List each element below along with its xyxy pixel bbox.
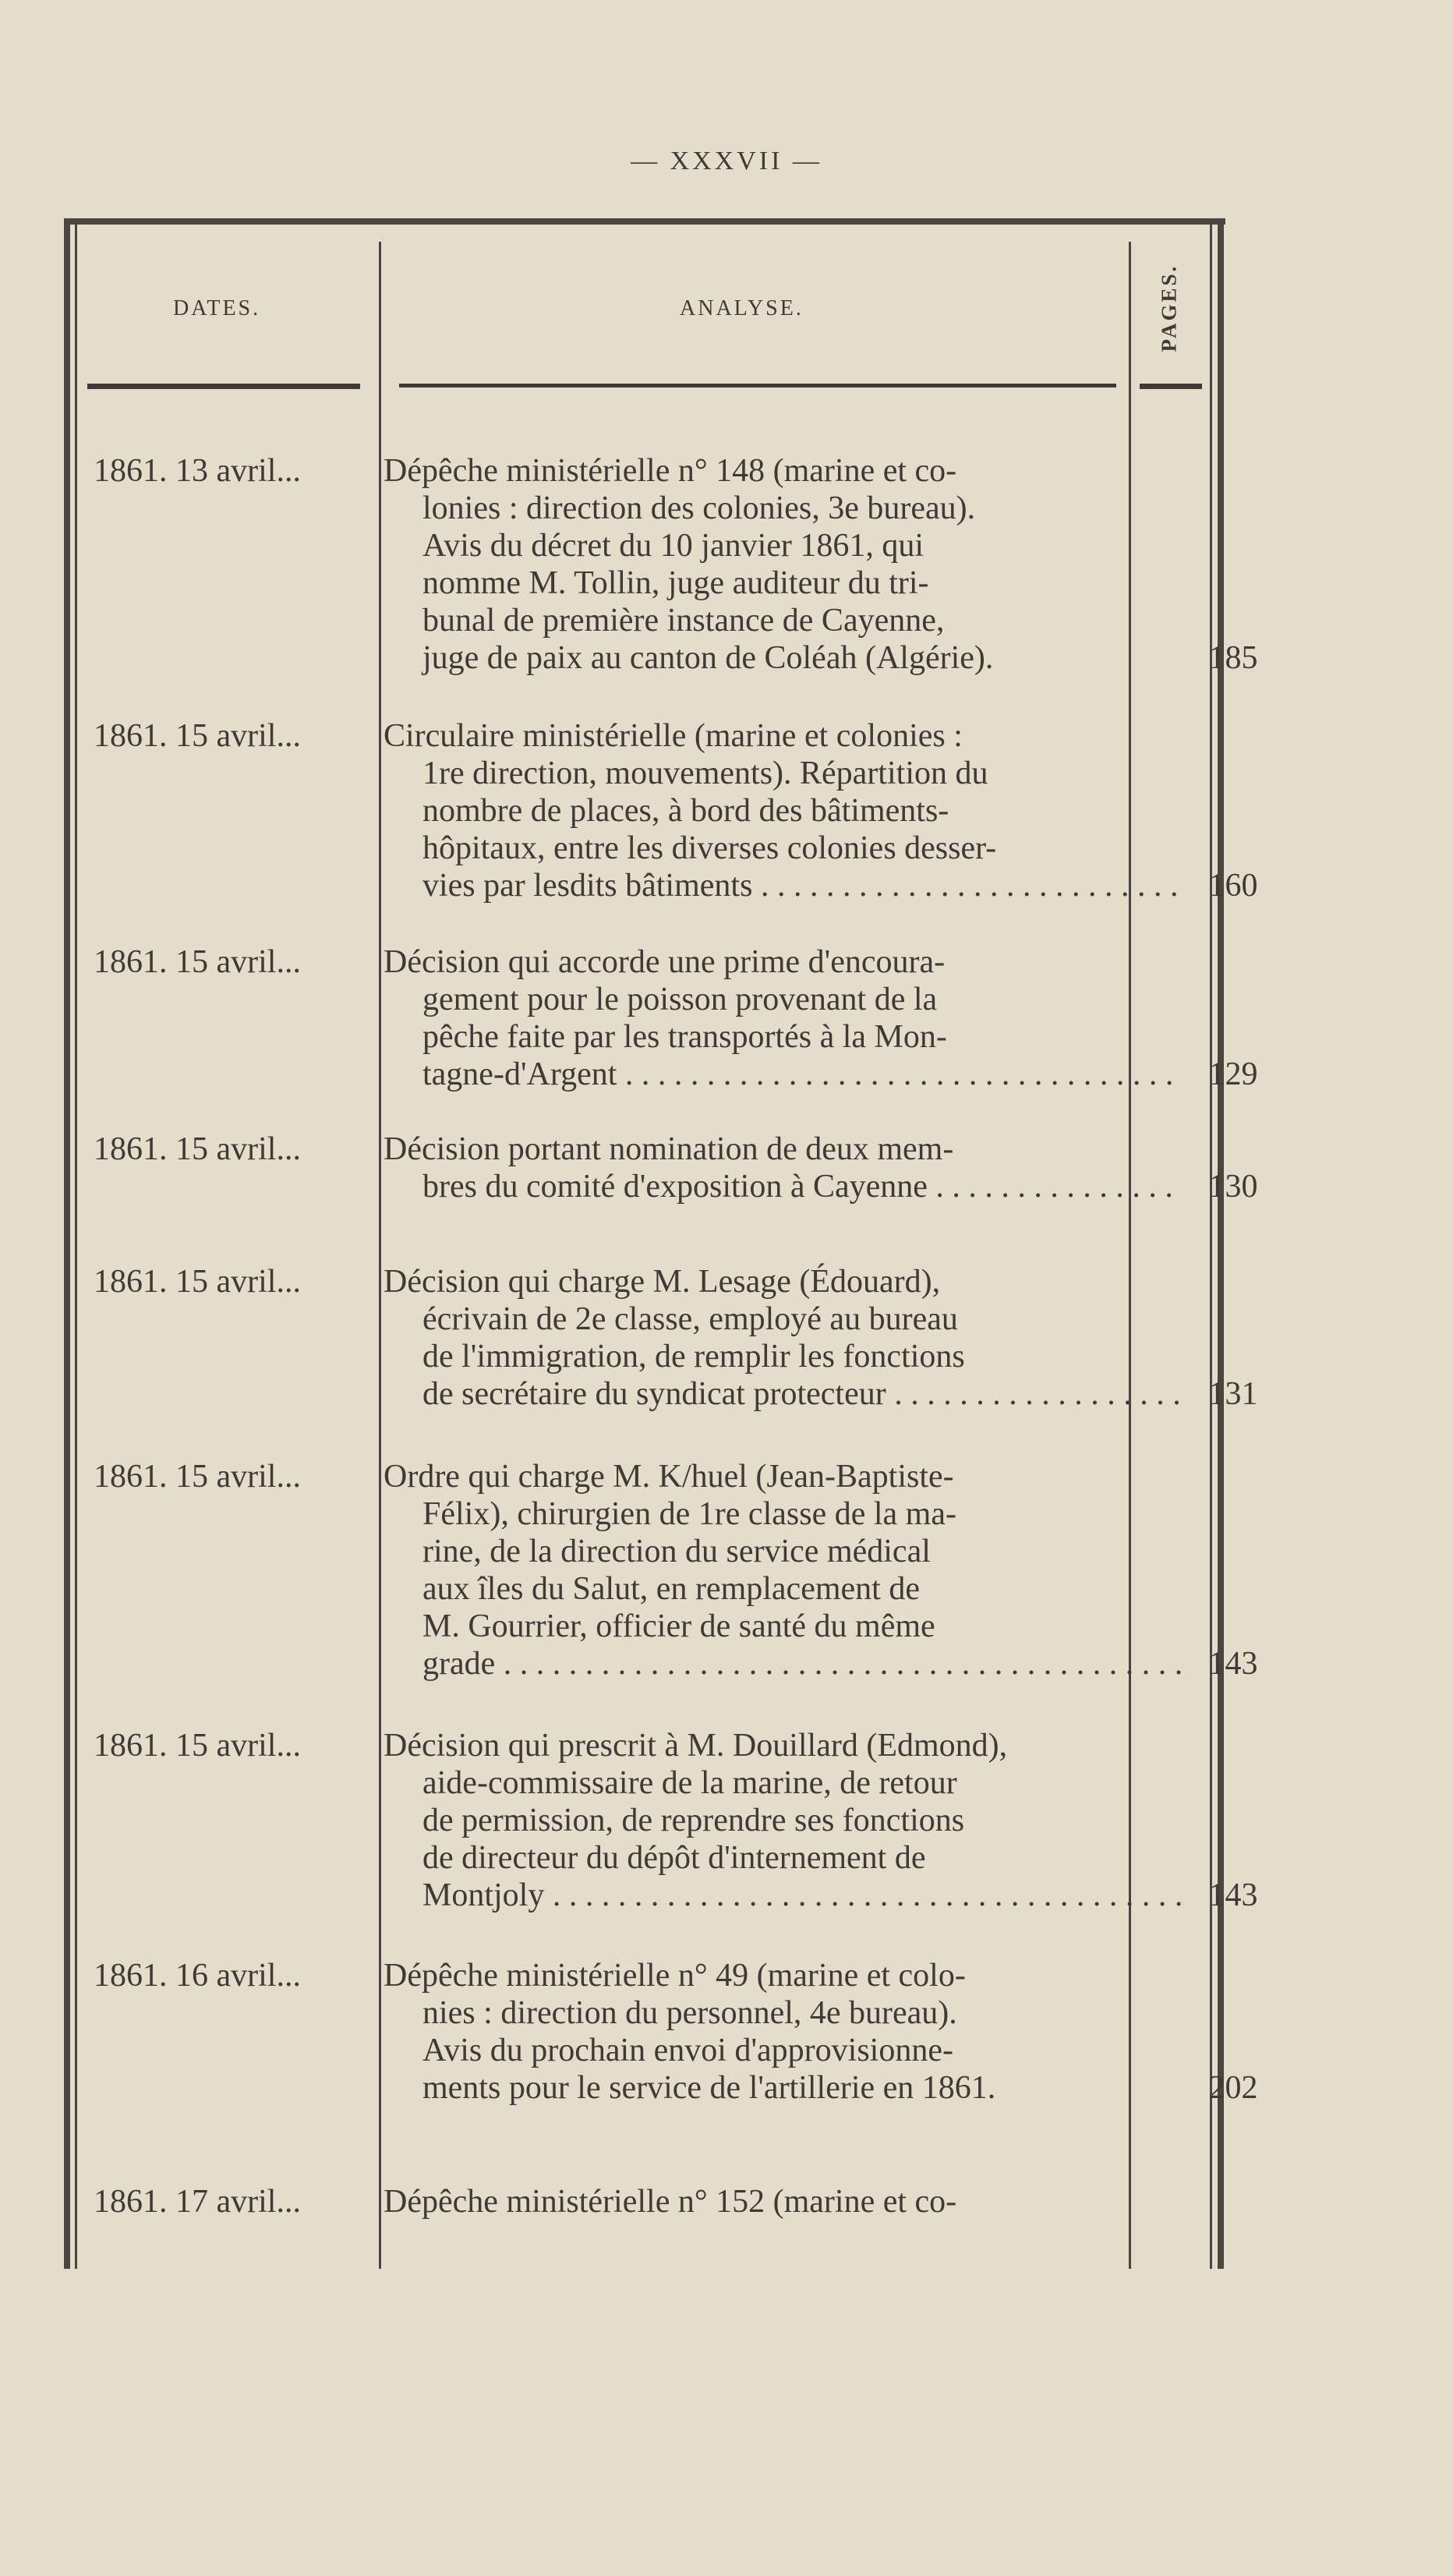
entry-analysis [384,2183,1183,2220]
entry-analysis [384,1263,1183,1413]
entry-date: 1861. 17 avril... [94,2184,301,2220]
entry-line: nombre de places, à bord des bâtiments- [422,793,949,829]
entry-line: 1re direction, mouvements). Répartition du [422,755,988,791]
entry-date: 1861. 15 avril... [94,1459,301,1495]
entry-analysis [384,717,1183,904]
column-header-analyse: ANALYSE. [680,296,804,320]
entry-line: Dépêche ministérielle n° 148 (marine et co- [384,453,957,489]
entry-line: nomme M. Tollin, juge auditeur du tri- [422,565,929,601]
entry-line: Décision qui charge M. Lesage (Édouard), [384,1264,941,1300]
entry-date: 1861. 15 avril... [94,718,301,754]
entry-page: 143 [1208,1877,1258,1913]
entry-line: hôpitaux, entre les diverses colonies desser- [422,830,997,866]
entry-page: 130 [1208,1169,1258,1205]
entry-line: écrivain de 2e classe, employé au bureau [422,1301,958,1337]
column-rule-dates [379,242,381,2269]
entry-page: 131 [1208,1376,1258,1412]
table-left-border [64,218,70,2269]
entry-analysis [384,452,1183,677]
entry-date: 1861. 15 avril... [94,1131,301,1167]
entry-line: ments pour le service de l'artillerie en 1861. [422,2070,996,2106]
entry-line: Félix), chirurgien de 1re classe de la ma- [422,1496,956,1532]
entry-analysis [384,1131,1183,1205]
table-top-border [64,218,1225,225]
entry-line: pêche faite par les transportés à la Mon- [422,1019,947,1055]
column-header-pages: PAGES. [1157,264,1181,352]
entry-analysis [384,1957,1183,2107]
entry-line: de secrétaire du syndicat protecteur . . . [384,1375,1183,1413]
entry-line: aux îles du Salut, en remplacement de [422,1571,920,1607]
header-rule-analyse [399,384,1116,387]
entry-date: 1861. 15 avril... [94,1728,301,1764]
entry-line: Décision portant nomination de deux mem- [384,1131,954,1167]
entry-page: 129 [1208,1056,1258,1092]
entry-line: Avis du décret du 10 janvier 1861, qui [422,528,924,564]
table-left-border-inner [75,218,77,2269]
entry-date: 1861. 15 avril... [94,944,301,980]
entry-page: 185 [1208,640,1258,676]
entry-line: M. Gourrier, officier de santé du même [422,1608,935,1644]
entry-page: 160 [1208,868,1258,904]
entry-line: de directeur du dépôt d'internement de [422,1840,926,1876]
entry-line: Décision qui accorde une prime d'encoura- [384,944,946,980]
entry-date: 1861. 15 avril... [94,1264,301,1300]
entry-line: aide-commissaire de la marine, de retour [422,1765,957,1801]
entry-line: Circulaire ministérielle (marine et colonies : [384,718,963,754]
entry-page: 143 [1208,1646,1258,1682]
header-rule-dates [87,384,360,389]
entry-line: rine, de la direction du service médical [422,1534,931,1569]
entry-line: Décision qui prescrit à M. Douillard (Edmond), [384,1728,1008,1764]
table-right-border [1218,218,1224,2269]
entry-line: grade . . . [384,1645,1183,1683]
entry-line: nies : direction du personnel, 4e bureau). [422,1995,957,2031]
entry-line: bunal de première instance de Cayenne, [422,603,945,639]
entry-date: 1861. 16 avril... [94,1958,301,1994]
entry-analysis [384,1458,1183,1683]
entry-analysis [384,943,1183,1093]
index-table [64,218,1258,2269]
entry-date: 1861. 13 avril... [94,453,301,489]
column-header-dates: DATES. [173,296,261,320]
entry-page: 202 [1208,2070,1258,2106]
entry-line: de permission, de reprendre ses fonctions [422,1803,965,1838]
entry-line: lonies : direction des colonies, 3e bureau). [422,490,976,526]
entry-line: Dépêche ministérielle n° 49 (marine et colo- [384,1958,966,1994]
entry-line: Avis du prochain envoi d'approvisionne- [422,2033,953,2068]
entry-line: juge de paix au canton de Coléah (Algérie). [422,640,994,676]
entry-line: gement pour le poisson provenant de la [422,982,938,1017]
entry-line: Montjoly . . . [384,1877,1183,1914]
entry-line: Dépêche ministérielle n° 152 (marine et co- [384,2184,957,2220]
entry-line: bres du comité d'exposition à Cayenne . . . [384,1168,1183,1205]
table-right-border-inner [1210,218,1212,2269]
running-head: — XXXVII — [631,147,822,175]
entry-line: tagne-d'Argent . . . [384,1056,1183,1093]
entry-line: vies par lesdits bâtiments . . . [384,867,1183,904]
entry-analysis [384,1727,1183,1914]
entry-line: de l'immigration, de remplir les fonctions [422,1339,965,1375]
header-rule-pages [1140,384,1202,389]
entry-line: Ordre qui charge M. K/huel (Jean-Baptiste- [384,1459,954,1495]
